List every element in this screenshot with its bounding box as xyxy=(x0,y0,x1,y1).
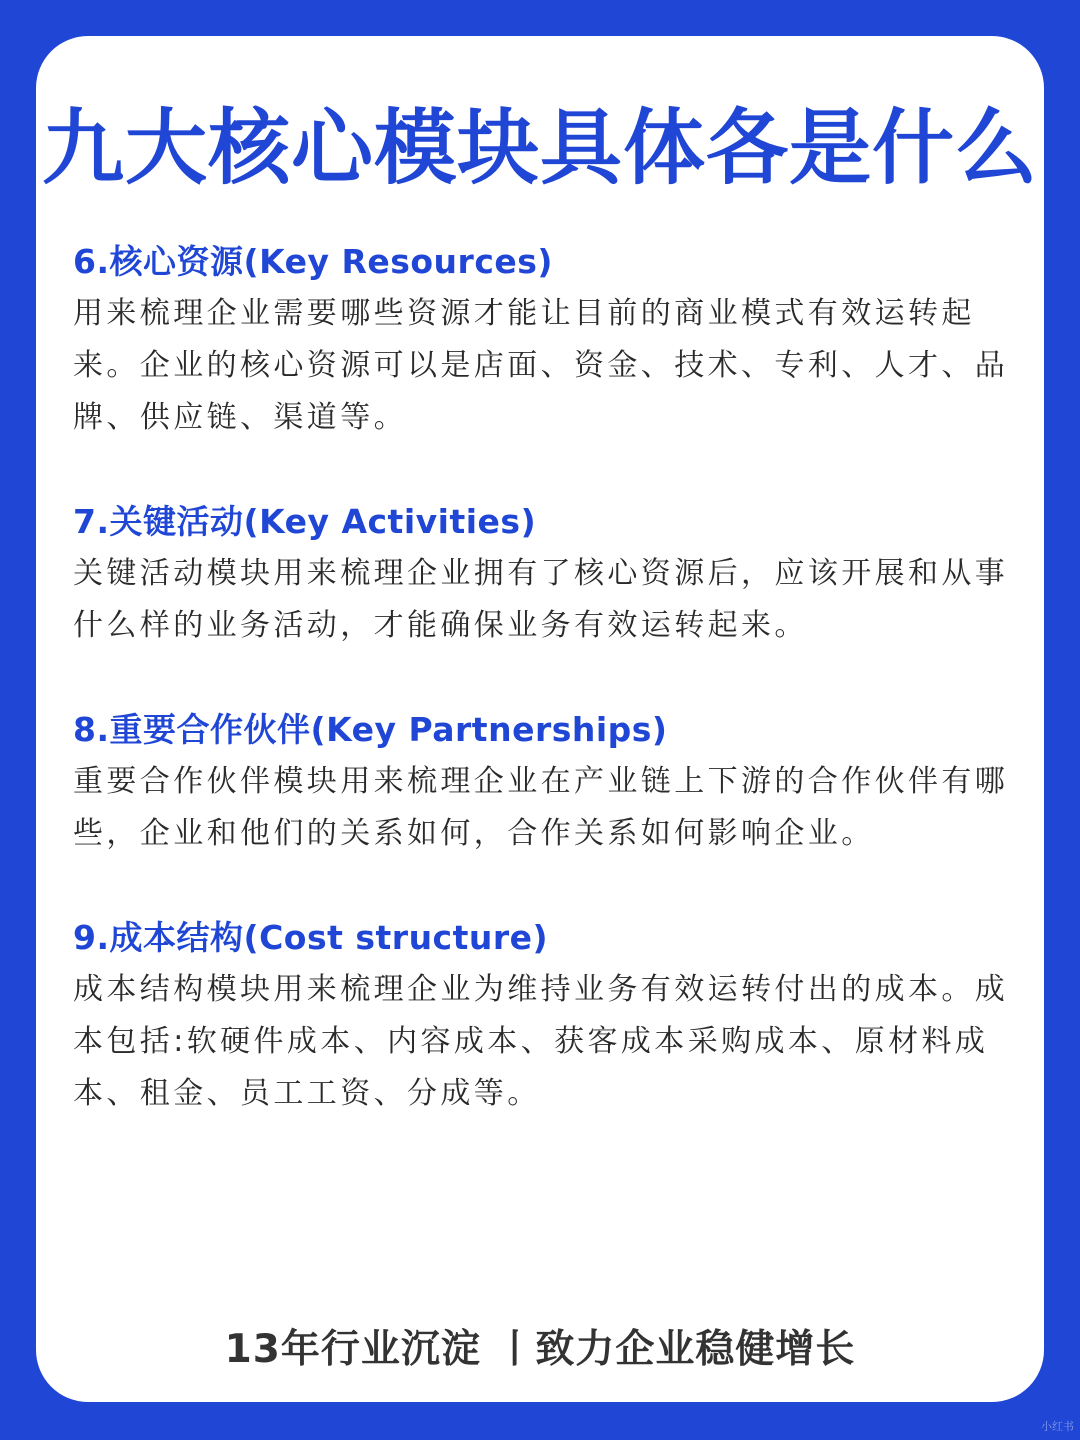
content-card xyxy=(36,36,1044,1402)
section-cost-structure xyxy=(73,912,1013,1120)
section-body: 成本结构模块用来梳理企业为维持业务有效运转付出的成本。成本包括:软硬件成本、内容成本、获客成本采购成本、原材料成本、租金、员工工资、分成等。 xyxy=(73,972,1009,1111)
page-title: 九大核心模块具体各是什么 xyxy=(41,101,1038,196)
section-heading: 7.关键活动(Key Activities) xyxy=(73,502,537,541)
section-key-partnerships xyxy=(73,704,1013,860)
footer-slogan: 13年行业沉淀 丨致力企业稳健增长 xyxy=(224,1327,856,1372)
sections-list xyxy=(73,236,1013,1120)
watermark-logo: 小红书 xyxy=(1041,1420,1074,1433)
section-heading: 8.重要合作伙伴(Key Partnerships) xyxy=(73,710,668,749)
section-key-resources xyxy=(73,236,1013,444)
section-body: 用来梳理企业需要哪些资源才能让目前的商业模式有效运转起来。企业的核心资源可以是店面、资金、技术、专利、人才、品牌、供应链、渠道等。 xyxy=(73,296,1009,435)
section-body: 关键活动模块用来梳理企业拥有了核心资源后，应该开展和从事什么样的业务活动，才能确保业务有效运转起来。 xyxy=(73,556,1009,643)
section-key-activities xyxy=(73,496,1013,652)
section-body: 重要合作伙伴模块用来梳理企业在产业链上下游的合作伙伴有哪些，企业和他们的关系如何，合作关系如何影响企业。 xyxy=(73,764,1009,851)
section-heading: 9.成本结构(Cost structure) xyxy=(73,918,549,957)
section-heading: 6.核心资源(Key Resources) xyxy=(73,242,553,281)
